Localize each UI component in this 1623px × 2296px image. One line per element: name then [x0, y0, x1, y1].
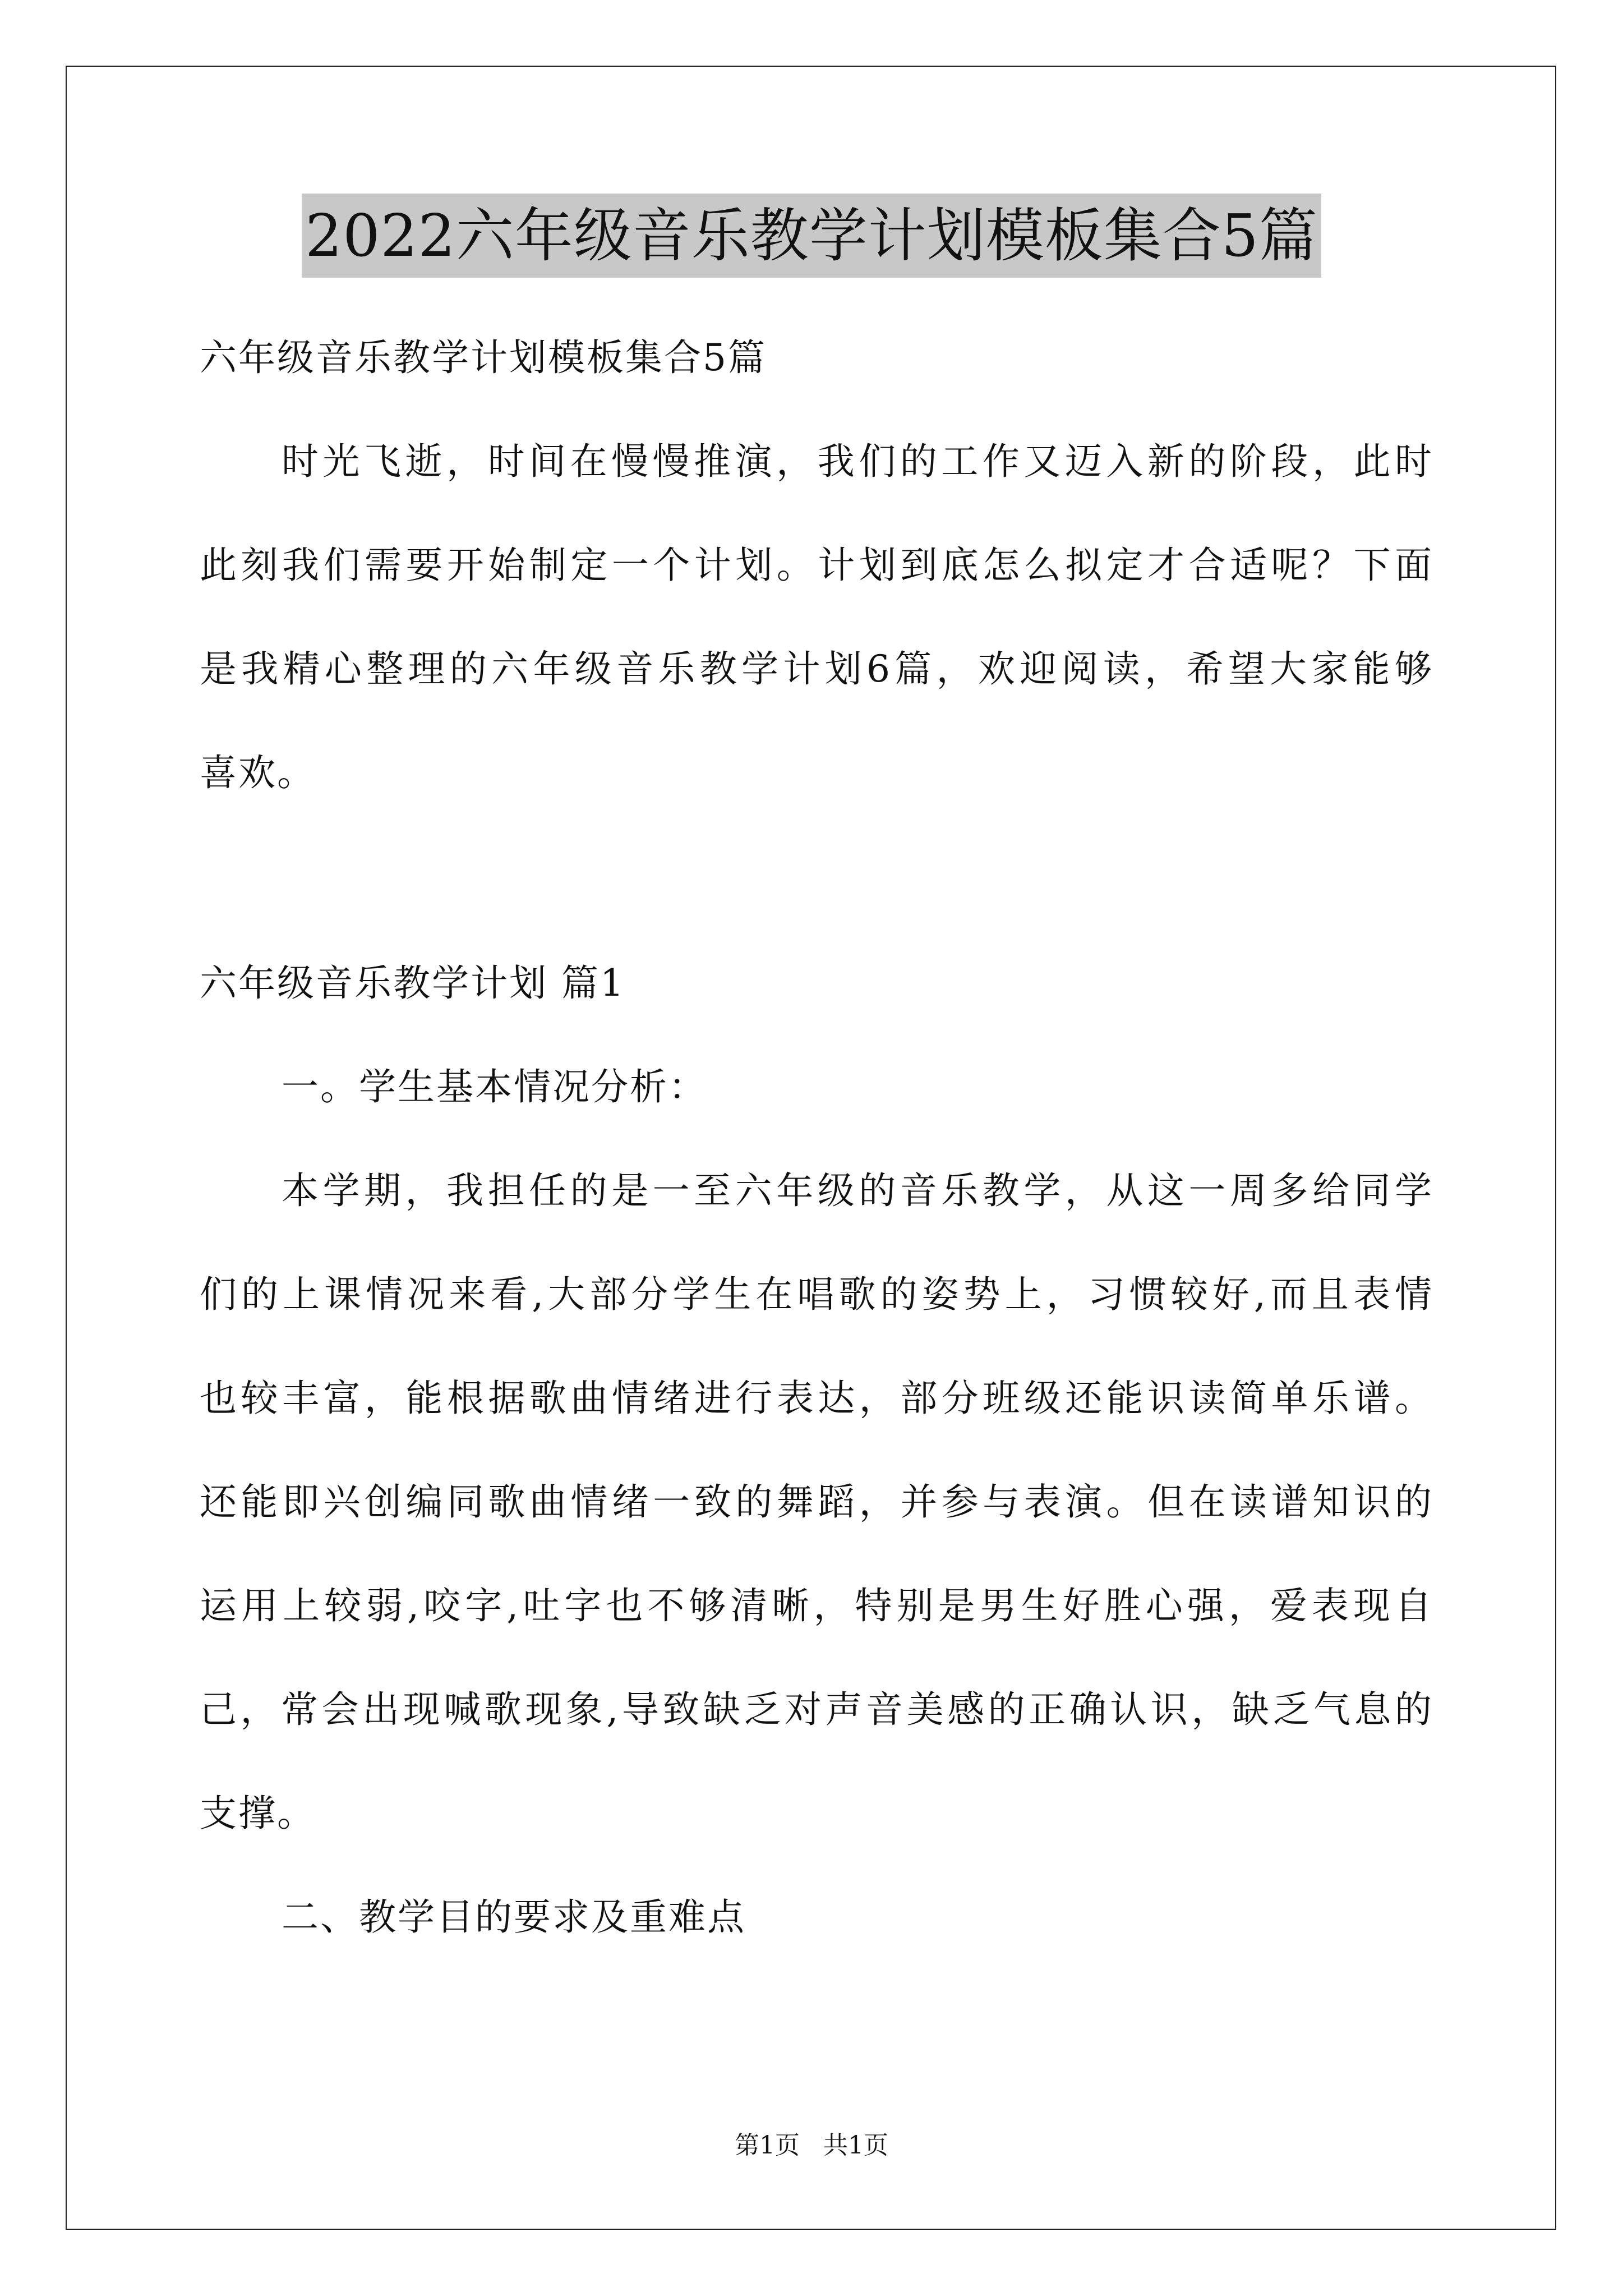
- part1-line: 支撑。: [200, 1792, 316, 1835]
- part1-heading: 一。学生基本情况分析：: [282, 1065, 707, 1108]
- intro-line: 时光飞逝，时间在慢慢推演，我们的工作又迈入新的阶段，此时: [282, 440, 1433, 483]
- part2-heading: 二、教学目的要求及重难点: [282, 1895, 746, 1939]
- part1-line: 也较丰富，能根据歌曲情绪进行表达，部分班级还能识读简单乐谱。: [200, 1377, 1433, 1420]
- intro-line: 是我精心整理的六年级音乐教学计划6篇，欢迎阅读，希望大家能够: [200, 647, 1433, 691]
- part1-line: 本学期，我担任的是一至六年级的音乐教学，从这一周多给同学: [282, 1169, 1433, 1212]
- document-body: [200, 306, 1433, 1969]
- part1-line: 还能即兴创编同歌曲情绪一致的舞蹈，并参与表演。但在读谱知识的: [200, 1480, 1433, 1524]
- part1-line: 们的上课情况来看,大部分学生在唱歌的姿势上，习惯较好,而且表情: [200, 1273, 1433, 1316]
- title-wrap: [0, 194, 1623, 278]
- document-subtitle: 六年级音乐教学计划模板集合5篇: [200, 336, 767, 379]
- intro-line: 此刻我们需要开始制定一个计划。计划到底怎么拟定才合适呢？下面: [200, 544, 1433, 587]
- intro-line: 喜欢。: [200, 751, 316, 794]
- page-footer: 第1页 共1页: [735, 2131, 888, 2160]
- document-title: 2022六年级音乐教学计划模板集合5篇: [302, 194, 1321, 278]
- section-heading: 六年级音乐教学计划 篇1: [200, 961, 625, 1005]
- section-gap: [200, 825, 1433, 931]
- part1-line: 运用上较弱,咬字,吐字也不够清晰，特别是男生好胜心强，爱表现自: [200, 1584, 1433, 1627]
- part1-line: 己，常会出现喊歌现象,导致缺乏对声音美感的正确认识，缺乏气息的: [200, 1688, 1433, 1731]
